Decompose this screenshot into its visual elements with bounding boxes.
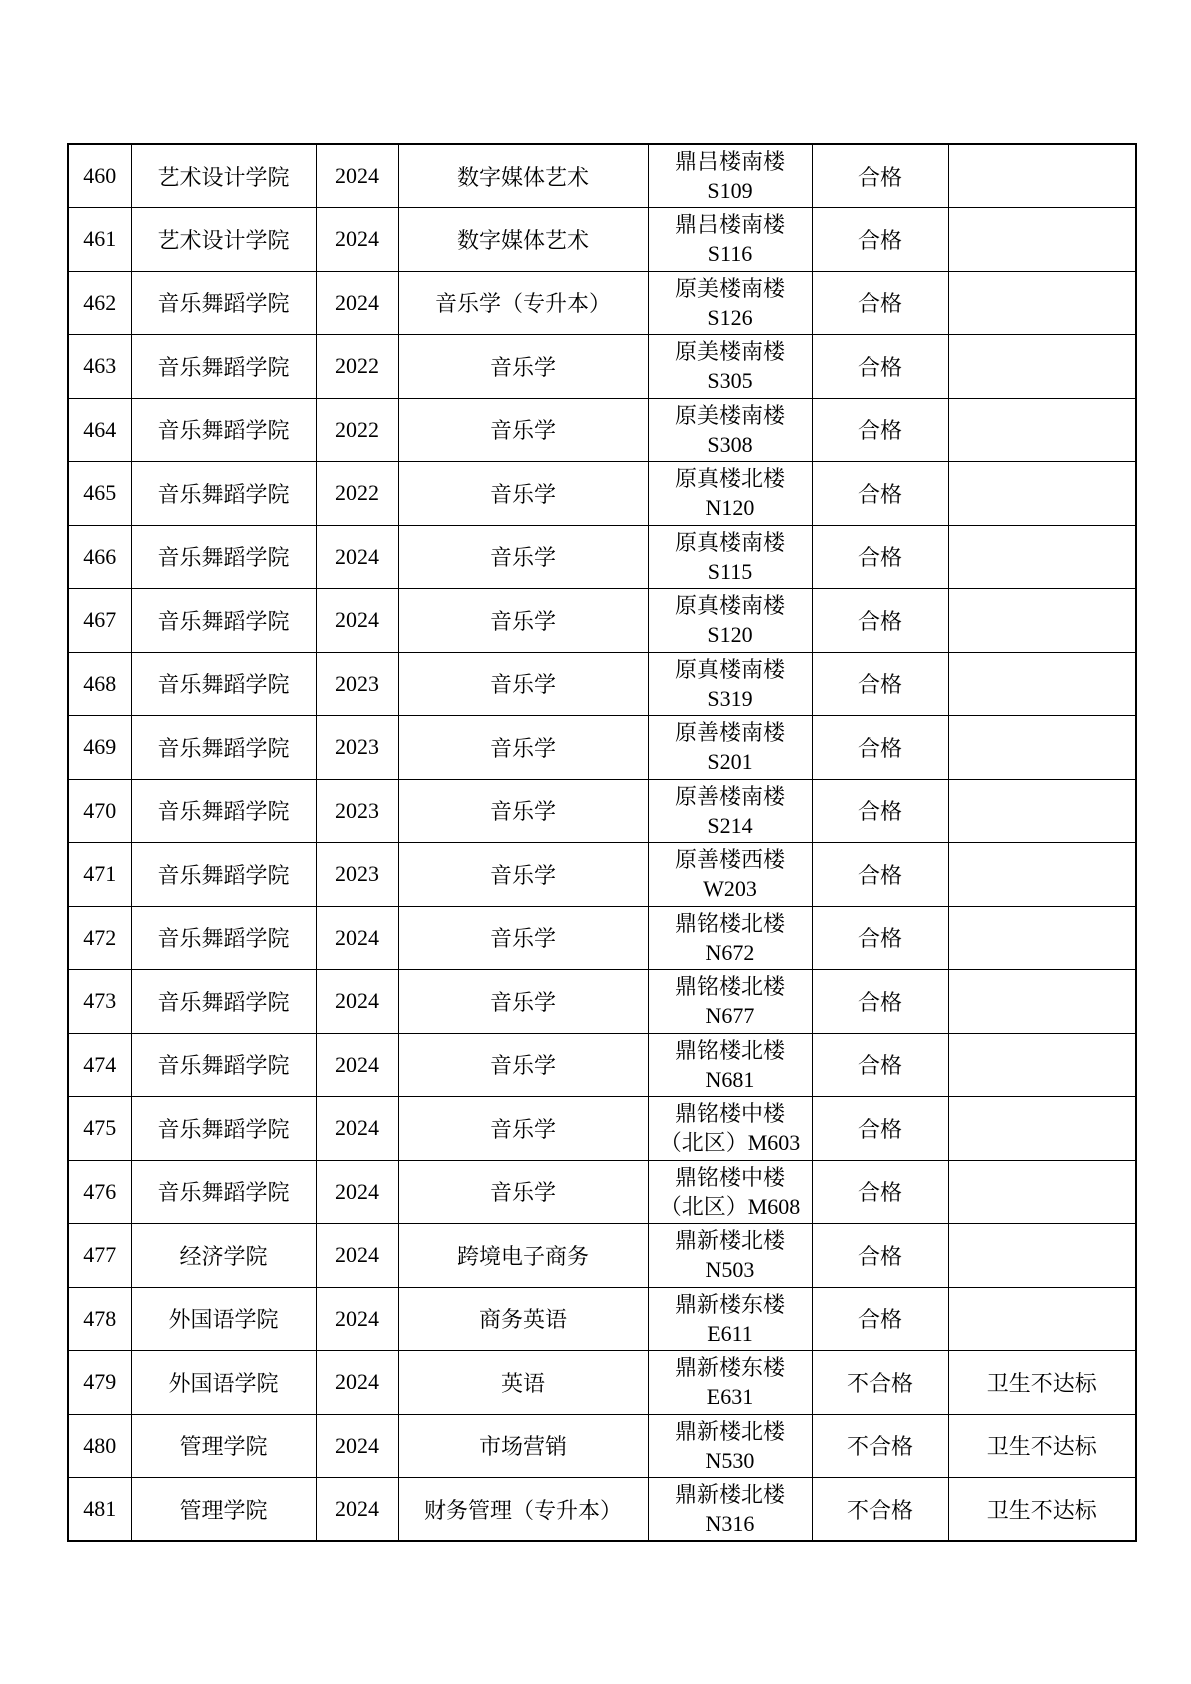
- remark-cell: 卫生不达标: [948, 1478, 1136, 1542]
- row-number-cell: 479: [68, 1351, 131, 1415]
- table-row: [68, 843, 1136, 907]
- row-number-cell: 468: [68, 652, 131, 716]
- row-number-cell: 476: [68, 1160, 131, 1224]
- location-cell: [648, 335, 812, 399]
- college-cell: 音乐舞蹈学院: [131, 589, 316, 653]
- major-cell: 跨境电子商务: [398, 1224, 648, 1288]
- table-row: [68, 1097, 1136, 1161]
- college-cell: 管理学院: [131, 1414, 316, 1478]
- result-cell: 合格: [812, 970, 948, 1034]
- result-cell: 合格: [812, 652, 948, 716]
- row-number-cell: 472: [68, 906, 131, 970]
- college-cell: 音乐舞蹈学院: [131, 1160, 316, 1224]
- year-cell: 2024: [316, 906, 398, 970]
- result-cell: 不合格: [812, 1351, 948, 1415]
- major-cell: 音乐学（专升本）: [398, 271, 648, 335]
- college-cell: 音乐舞蹈学院: [131, 398, 316, 462]
- remark-cell: [948, 335, 1136, 399]
- location-cell: [648, 1478, 812, 1542]
- result-cell: 合格: [812, 589, 948, 653]
- location-room-line: N120: [705, 495, 755, 521]
- major-cell: 音乐学: [398, 716, 648, 780]
- remark-cell: 卫生不达标: [948, 1351, 1136, 1415]
- location-building-line: 原真楼南楼: [674, 593, 785, 619]
- location-cell: [648, 398, 812, 462]
- table-row: [68, 462, 1136, 526]
- location-building-line: 原真楼北楼: [674, 466, 785, 492]
- location-room-line: N503: [705, 1257, 755, 1283]
- table-row: [68, 271, 1136, 335]
- college-cell: 经济学院: [131, 1224, 316, 1288]
- location-cell: [648, 1097, 812, 1161]
- remark-cell: [948, 271, 1136, 335]
- table-row: [68, 525, 1136, 589]
- table-row: [68, 1414, 1136, 1478]
- remark-cell: [948, 1287, 1136, 1351]
- table-row: [68, 970, 1136, 1034]
- table-row: [68, 716, 1136, 780]
- major-cell: 市场营销: [398, 1414, 648, 1478]
- row-number-cell: 470: [68, 779, 131, 843]
- major-cell: 数字媒体艺术: [398, 208, 648, 272]
- location-room-line: S319: [707, 685, 753, 711]
- location-cell: [648, 1224, 812, 1288]
- row-number-cell: 481: [68, 1478, 131, 1542]
- college-cell: 管理学院: [131, 1478, 316, 1542]
- location-room-line: N672: [705, 939, 755, 965]
- location-cell: [648, 652, 812, 716]
- row-number-cell: 469: [68, 716, 131, 780]
- result-cell: 合格: [812, 716, 948, 780]
- table-row: [68, 335, 1136, 399]
- table-body: [68, 144, 1136, 1541]
- result-cell: 合格: [812, 335, 948, 399]
- college-cell: 音乐舞蹈学院: [131, 779, 316, 843]
- major-cell: 音乐学: [398, 1033, 648, 1097]
- remark-cell: [948, 970, 1136, 1034]
- result-cell: 合格: [812, 398, 948, 462]
- year-cell: 2024: [316, 1478, 398, 1542]
- location-cell: [648, 1033, 812, 1097]
- college-cell: 音乐舞蹈学院: [131, 335, 316, 399]
- location-room-line: S116: [707, 241, 753, 267]
- college-cell: 音乐舞蹈学院: [131, 970, 316, 1034]
- location-building-line: 原善楼南楼: [674, 720, 785, 746]
- major-cell: 音乐学: [398, 779, 648, 843]
- row-number-cell: 460: [68, 144, 131, 208]
- year-cell: 2024: [316, 970, 398, 1034]
- year-cell: 2022: [316, 335, 398, 399]
- college-cell: 音乐舞蹈学院: [131, 716, 316, 780]
- college-cell: 音乐舞蹈学院: [131, 1033, 316, 1097]
- table-row: [68, 652, 1136, 716]
- row-number-cell: 478: [68, 1287, 131, 1351]
- result-cell: 合格: [812, 843, 948, 907]
- year-cell: 2023: [316, 652, 398, 716]
- location-cell: [648, 271, 812, 335]
- location-cell: [648, 589, 812, 653]
- remark-cell: [948, 1160, 1136, 1224]
- table-row: [68, 1351, 1136, 1415]
- row-number-cell: 465: [68, 462, 131, 526]
- year-cell: 2024: [316, 1097, 398, 1161]
- year-cell: 2024: [316, 1033, 398, 1097]
- college-cell: 音乐舞蹈学院: [131, 271, 316, 335]
- table-row: [68, 1478, 1136, 1542]
- remark-cell: [948, 525, 1136, 589]
- result-cell: 合格: [812, 1160, 948, 1224]
- year-cell: 2024: [316, 271, 398, 335]
- year-cell: 2024: [316, 208, 398, 272]
- location-room-line: N681: [705, 1066, 755, 1092]
- college-cell: 艺术设计学院: [131, 208, 316, 272]
- year-cell: 2024: [316, 144, 398, 208]
- result-cell: 合格: [812, 906, 948, 970]
- year-cell: 2024: [316, 1160, 398, 1224]
- table-row: [68, 398, 1136, 462]
- major-cell: 音乐学: [398, 1097, 648, 1161]
- remark-cell: [948, 843, 1136, 907]
- location-building-line: 鼎新楼北楼: [674, 1482, 785, 1507]
- college-cell: 音乐舞蹈学院: [131, 1097, 316, 1161]
- table-row: [68, 779, 1136, 843]
- row-number-cell: 474: [68, 1033, 131, 1097]
- location-cell: [648, 1160, 812, 1224]
- table-row: [68, 1287, 1136, 1351]
- location-room-line: （北区）M603: [659, 1130, 801, 1156]
- location-room-line: E631: [706, 1384, 754, 1410]
- location-building-line: 原真楼南楼: [674, 656, 785, 682]
- location-cell: [648, 1414, 812, 1478]
- remark-cell: [948, 462, 1136, 526]
- result-cell: 合格: [812, 1224, 948, 1288]
- remark-cell: [948, 144, 1136, 208]
- major-cell: 财务管理（专升本）: [398, 1478, 648, 1542]
- location-building-line: 鼎新楼东楼: [674, 1291, 785, 1317]
- table-row: [68, 1033, 1136, 1097]
- major-cell: 音乐学: [398, 462, 648, 526]
- remark-cell: [948, 779, 1136, 843]
- year-cell: 2022: [316, 398, 398, 462]
- location-cell: [648, 525, 812, 589]
- result-cell: 合格: [812, 144, 948, 208]
- inspection-results-table: [67, 143, 1137, 1542]
- year-cell: 2024: [316, 1287, 398, 1351]
- remark-cell: [948, 716, 1136, 780]
- major-cell: 商务英语: [398, 1287, 648, 1351]
- location-cell: [648, 779, 812, 843]
- location-building-line: 鼎吕楼南楼: [674, 149, 785, 174]
- table-row: [68, 589, 1136, 653]
- year-cell: 2024: [316, 589, 398, 653]
- location-cell: [648, 462, 812, 526]
- location-room-line: W203: [703, 876, 757, 902]
- row-number-cell: 463: [68, 335, 131, 399]
- result-cell: 合格: [812, 208, 948, 272]
- row-number-cell: 464: [68, 398, 131, 462]
- location-building-line: 鼎铭楼北楼: [674, 910, 785, 936]
- college-cell: 外国语学院: [131, 1351, 316, 1415]
- location-room-line: N530: [705, 1447, 755, 1473]
- remark-cell: 卫生不达标: [948, 1414, 1136, 1478]
- location-room-line: N316: [705, 1511, 755, 1536]
- result-cell: 合格: [812, 779, 948, 843]
- major-cell: 音乐学: [398, 398, 648, 462]
- table-row: [68, 906, 1136, 970]
- college-cell: 艺术设计学院: [131, 144, 316, 208]
- major-cell: 数字媒体艺术: [398, 144, 648, 208]
- year-cell: 2024: [316, 1224, 398, 1288]
- table-row: [68, 144, 1136, 208]
- location-room-line: S214: [707, 812, 753, 838]
- location-cell: [648, 1351, 812, 1415]
- row-number-cell: 466: [68, 525, 131, 589]
- location-cell: [648, 970, 812, 1034]
- remark-cell: [948, 652, 1136, 716]
- row-number-cell: 471: [68, 843, 131, 907]
- row-number-cell: 462: [68, 271, 131, 335]
- location-building-line: 原真楼南楼: [674, 529, 785, 555]
- row-number-cell: 475: [68, 1097, 131, 1161]
- location-building-line: 鼎新楼东楼: [674, 1355, 785, 1381]
- major-cell: 音乐学: [398, 589, 648, 653]
- location-cell: [648, 716, 812, 780]
- location-room-line: （北区）M608: [659, 1193, 801, 1219]
- major-cell: 音乐学: [398, 843, 648, 907]
- table-row: [68, 1160, 1136, 1224]
- result-cell: 合格: [812, 1097, 948, 1161]
- result-cell: 合格: [812, 1287, 948, 1351]
- college-cell: 音乐舞蹈学院: [131, 462, 316, 526]
- college-cell: 音乐舞蹈学院: [131, 525, 316, 589]
- college-cell: 音乐舞蹈学院: [131, 906, 316, 970]
- location-building-line: 鼎新楼北楼: [674, 1228, 785, 1254]
- location-building-line: 鼎铭楼北楼: [674, 974, 785, 1000]
- location-cell: [648, 906, 812, 970]
- location-room-line: S201: [707, 749, 753, 775]
- location-cell: [648, 208, 812, 272]
- location-building-line: 原美楼南楼: [674, 275, 785, 301]
- college-cell: 外国语学院: [131, 1287, 316, 1351]
- year-cell: 2024: [316, 1414, 398, 1478]
- result-cell: 合格: [812, 271, 948, 335]
- year-cell: 2023: [316, 843, 398, 907]
- result-cell: 不合格: [812, 1478, 948, 1542]
- row-number-cell: 461: [68, 208, 131, 272]
- location-building-line: 鼎铭楼北楼: [674, 1037, 785, 1063]
- row-number-cell: 480: [68, 1414, 131, 1478]
- location-cell: [648, 144, 812, 208]
- remark-cell: [948, 1097, 1136, 1161]
- remark-cell: [948, 1224, 1136, 1288]
- location-room-line: S305: [707, 368, 753, 394]
- row-number-cell: 477: [68, 1224, 131, 1288]
- location-building-line: 鼎铭楼中楼: [674, 1164, 785, 1190]
- location-building-line: 原善楼西楼: [674, 847, 785, 873]
- location-building-line: 鼎铭楼中楼: [674, 1101, 785, 1127]
- college-cell: 音乐舞蹈学院: [131, 652, 316, 716]
- remark-cell: [948, 208, 1136, 272]
- remark-cell: [948, 398, 1136, 462]
- year-cell: 2022: [316, 462, 398, 526]
- remark-cell: [948, 906, 1136, 970]
- result-cell: 合格: [812, 462, 948, 526]
- year-cell: 2024: [316, 525, 398, 589]
- major-cell: 音乐学: [398, 525, 648, 589]
- year-cell: 2023: [316, 779, 398, 843]
- location-room-line: E611: [707, 1320, 753, 1346]
- major-cell: 音乐学: [398, 970, 648, 1034]
- table-row: [68, 208, 1136, 272]
- location-room-line: S109: [707, 178, 753, 203]
- remark-cell: [948, 589, 1136, 653]
- location-room-line: S115: [707, 558, 753, 584]
- major-cell: 音乐学: [398, 335, 648, 399]
- location-building-line: 原美楼南楼: [674, 339, 785, 365]
- major-cell: 音乐学: [398, 906, 648, 970]
- row-number-cell: 473: [68, 970, 131, 1034]
- table-row: [68, 1224, 1136, 1288]
- remark-cell: [948, 1033, 1136, 1097]
- location-room-line: S126: [707, 304, 753, 330]
- location-building-line: 原美楼南楼: [674, 402, 785, 428]
- result-cell: 合格: [812, 525, 948, 589]
- year-cell: 2023: [316, 716, 398, 780]
- result-cell: 不合格: [812, 1414, 948, 1478]
- location-building-line: 鼎吕楼南楼: [674, 212, 785, 238]
- location-cell: [648, 843, 812, 907]
- year-cell: 2024: [316, 1351, 398, 1415]
- location-building-line: 原善楼南楼: [674, 783, 785, 809]
- college-cell: 音乐舞蹈学院: [131, 843, 316, 907]
- major-cell: 音乐学: [398, 652, 648, 716]
- location-cell: [648, 1287, 812, 1351]
- location-building-line: 鼎新楼北楼: [674, 1418, 785, 1444]
- location-room-line: S308: [707, 431, 753, 457]
- major-cell: 英语: [398, 1351, 648, 1415]
- location-room-line: S120: [707, 622, 753, 648]
- location-room-line: N677: [705, 1003, 755, 1029]
- result-cell: 合格: [812, 1033, 948, 1097]
- row-number-cell: 467: [68, 589, 131, 653]
- major-cell: 音乐学: [398, 1160, 648, 1224]
